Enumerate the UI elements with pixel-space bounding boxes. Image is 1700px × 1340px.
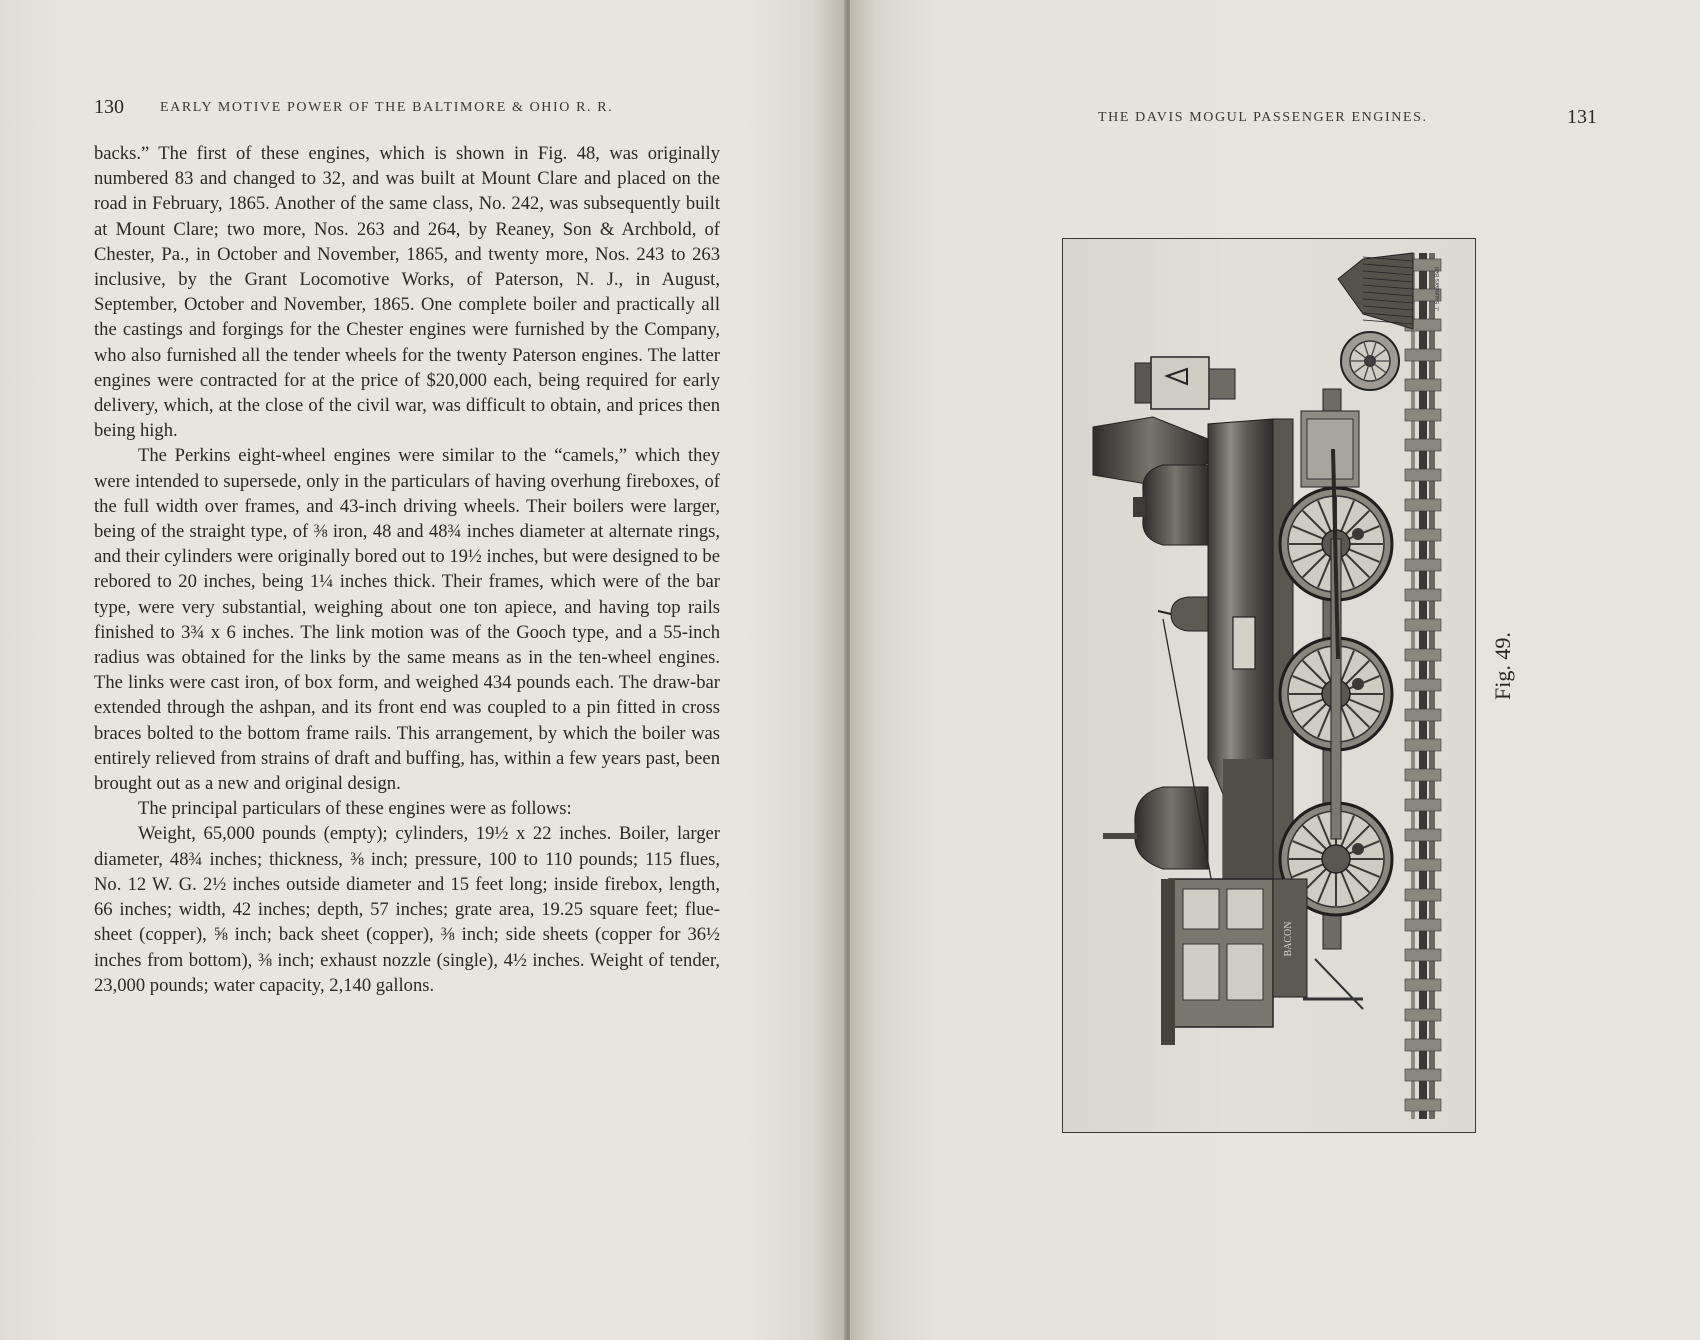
cab-nameplate: BACON — [1283, 921, 1294, 957]
rail-ties — [1405, 259, 1441, 1111]
locomotive-figure — [1062, 238, 1476, 1133]
paragraph: Weight, 65,000 pounds (empty); cylinders, 19½ x 22 inches. Boiler, larger diameter, 48¾ inches; thickness, ⅜ inch; pressure, 100 to 110 pounds; 115 flues, No. 12 W. G. 2½ inches outside diameter and 15 feet long; inside firebox, length, 66 inches; width, 42 inches; depth, 57 inches; grate area, 19.25 square feet; flue-sheet (copper), ⅝ inch; back sheet (copper), ⅜ inch; side sheets (copper for 36½ inches from bottom), ⅜ inch; exhaust nozzle (single), 4½ inches. Weight of tender, 23,000 pounds; water capacity, 2,140 gallons. — [94, 823, 720, 996]
bell — [1158, 597, 1208, 631]
headlight — [1135, 357, 1235, 409]
paragraph: The Perkins eight-wheel engines were similar to the “camels,” which they were intended to supersede, only in the particulars of having overhung fireboxes, of the full width over frames, and 43-inch driving wheels. Their boilers were larger, being of the straight type, of ⅜ iron, 48 and 48¾ inches diameter at alternate rings, and their cylinders were originally bored out to 19½ inches, but were designed to be rebored to 20 inches, being 1¼ inches thick. Their frames, which were of the bar type, were very substantial, weighing about one ton apiece, and having top rails finished to 3¾ x 6 inches. The link motion was of the Gooch type, and a 55-inch radius was obtained for the links by the same means as in the ten-wheel engines. The links were cast iron, of box form, and weighed 434 pounds each. The draw-bar extended through the ashpan, and its front end was coupled to a pin fitted in cross braces bolted to the bottom frame rails. This arrangement, by which the boiler was entirely relieved from strains of draft and buffing, has, within a few years past, been brought out as a new and original design. — [94, 445, 720, 795]
running-head: EARLY MOTIVE POWER OF THE BALTIMORE & OHIO R. R. — [160, 100, 614, 115]
page-number: 130 — [94, 96, 124, 118]
body-text — [94, 141, 720, 998]
engraver-credit: J. Saunders Bell — [1435, 267, 1441, 311]
boiler — [1208, 419, 1273, 884]
locomotive-illustration — [1063, 239, 1475, 1132]
cylinder — [1301, 411, 1359, 487]
paragraph: backs.” The first of these engines, which is shown in Fig. 48, was originally numbered 83 and changed to 32, and was built at Mount Clare and placed on the road in February, 1865. Another of the same class, No. 242, was subsequently built at Mount Clare; two more, Nos. 263 and 264, by Reaney, Son & Archbold, of Chester, Pa., in October and November, 1865, and twenty more, Nos. 243 to 263 inclusive, by the Grant Locomotive Works, of Paterson, N. J., in August, September, October and November, 1865. One complete boiler and practically all the castings and forgings for the Chester engines were furnished by the Company, who also furnished all the tender wheels for the twenty Paterson engines. The latter engines were contracted for at the price of $20,000 each, being required for early delivery, which, at the close of the civil war, was difficult to obtain, and prices then being high. — [94, 143, 720, 442]
page-number: 131 — [1567, 106, 1597, 128]
pilot-truck-wheel — [1341, 332, 1399, 390]
paragraph: The principal particulars of these engines were as follows: — [138, 798, 572, 820]
running-head: THE DAVIS MOGUL PASSENGER ENGINES. — [1098, 110, 1428, 125]
left-page — [0, 0, 846, 1340]
pilot — [1338, 253, 1413, 329]
sand-dome — [1103, 787, 1208, 869]
figure-caption: Fig. 49. — [1490, 632, 1515, 700]
